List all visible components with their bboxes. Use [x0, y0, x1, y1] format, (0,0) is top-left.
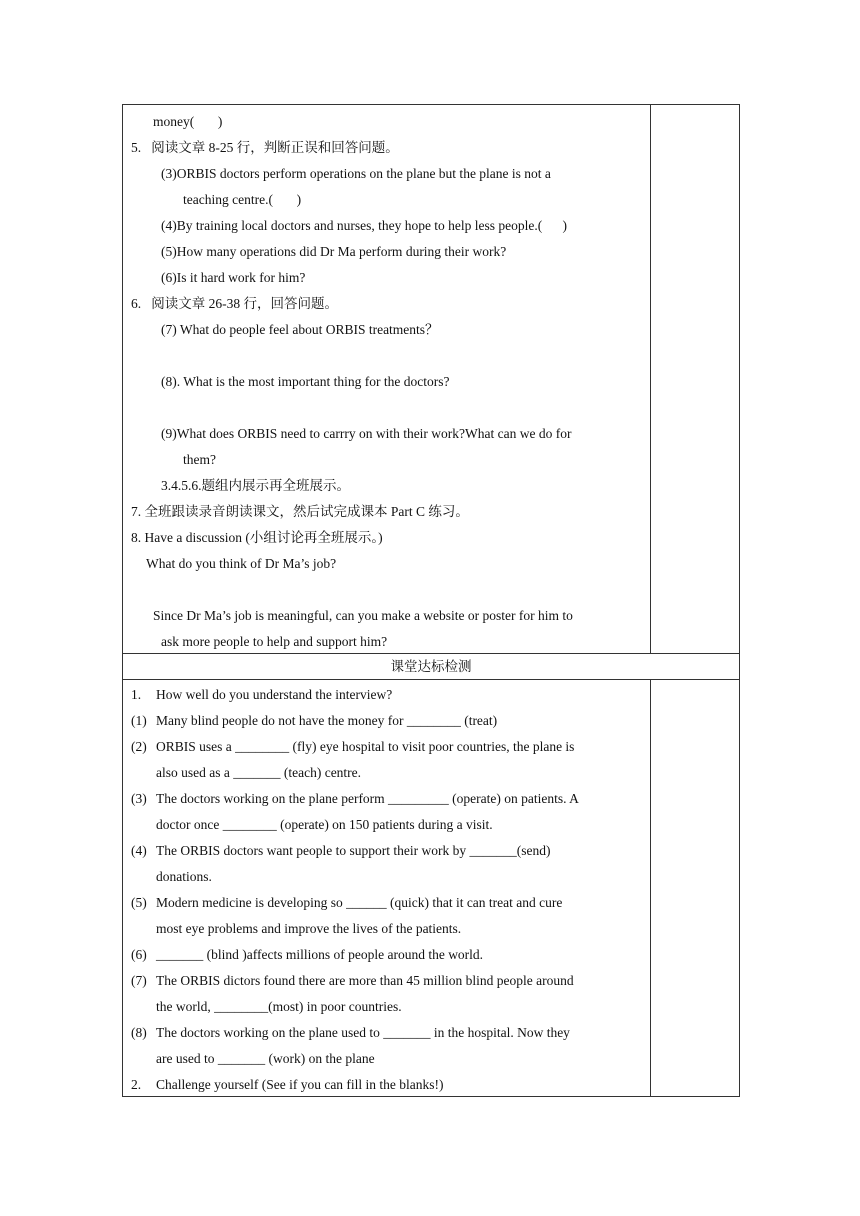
item-number: (4)	[131, 843, 147, 858]
question-7: (7) What do people feel about ORBIS treatments？	[161, 322, 439, 337]
item-text: the world, ________(most) in poor countries.	[156, 999, 402, 1014]
item-number: (5)	[131, 895, 147, 910]
notes-cell-upper	[651, 105, 740, 654]
question-9: (9)What does ORBIS need to carrry on with their work?What can we do for	[161, 426, 572, 441]
item-number: (7)	[131, 973, 147, 988]
item-text: The doctors working on the plane perform _________ (operate) on patients. A	[156, 791, 579, 806]
item-text: The doctors working on the plane used to _______ in the hospital. Now they	[156, 1025, 570, 1040]
task-8: 8. Have a discussion (小组讨论再全班展示。)	[131, 530, 383, 545]
item-number: (3)	[131, 791, 147, 806]
item-text: _______ (blind )affects millions of people around the world.	[156, 947, 484, 962]
item-number: (2)	[131, 739, 147, 754]
group-display-note: 3.4.5.6.题组内展示再全班展示。	[161, 478, 350, 493]
discussion-question-2: Since Dr Ma’s job is meaningful, can you make a website or poster for him to	[153, 608, 573, 623]
item-number: (6)	[131, 947, 147, 962]
question-9-cont: them?	[183, 452, 216, 467]
item-text: How well do you understand the interview?	[156, 687, 393, 702]
task-6-heading: 6. 阅读文章 26-38 行，回答问题。	[131, 296, 338, 311]
question-3-cont: teaching centre.( )	[183, 192, 302, 207]
lesson-table	[122, 104, 740, 1097]
item-number: (1)	[131, 713, 147, 728]
question-3: (3)ORBIS doctors perform operations on the plane but the plane is not a	[161, 166, 551, 181]
notes-cell-lower	[651, 680, 740, 1097]
item-text: The ORBIS doctors want people to support their work by _______(send)	[156, 843, 551, 858]
section-header	[123, 654, 740, 680]
check-content-cell	[123, 680, 651, 1097]
item-text: The ORBIS dictors found there are more than 45 million blind people around	[156, 973, 574, 988]
item-text: Challenge yourself (See if you can fill in the blanks!)	[156, 1077, 444, 1092]
item-text: are used to _______ (work) on the plane	[156, 1051, 375, 1066]
task-5-heading: 5. 阅读文章 8-25 行，判断正误和回答问题。	[131, 140, 399, 155]
question-8: (8). What is the most important thing for the doctors?	[161, 374, 450, 389]
question-5: (5)How many operations did Dr Ma perform during their work?	[161, 244, 507, 259]
item-text: Many blind people do not have the money for ________ (treat)	[156, 713, 498, 728]
item-text: donations.	[156, 869, 212, 884]
upper-content-cell	[123, 105, 651, 654]
question-4: (4)By training local doctors and nurses, they hope to help less people.( )	[161, 218, 568, 233]
item-number: 2.	[131, 1077, 142, 1092]
item-text: ORBIS uses a ________ (fly) eye hospital to visit poor countries, the plane is	[156, 739, 575, 754]
item-number: 1.	[131, 687, 142, 702]
item-text: most eye problems and improve the lives of the patients.	[156, 921, 462, 936]
text-line: money( )	[153, 114, 223, 129]
question-6: (6)Is it hard work for him?	[161, 270, 306, 285]
item-text: doctor once ________ (operate) on 150 patients during a visit.	[156, 817, 493, 832]
item-text: also used as a _______ (teach) centre.	[156, 765, 362, 780]
section-title: 课堂达标检测	[390, 659, 472, 674]
task-7: 7. 全班跟读录音朗读课文，然后试完成课本 Part C 练习。	[131, 504, 469, 519]
item-number: (8)	[131, 1025, 147, 1040]
item-text: Modern medicine is developing so ______ (quick) that it can treat and cure	[156, 895, 563, 910]
discussion-question-1: What do you think of Dr Ma’s job?	[146, 556, 337, 571]
discussion-question-2-cont: ask more people to help and support him?	[161, 634, 388, 649]
